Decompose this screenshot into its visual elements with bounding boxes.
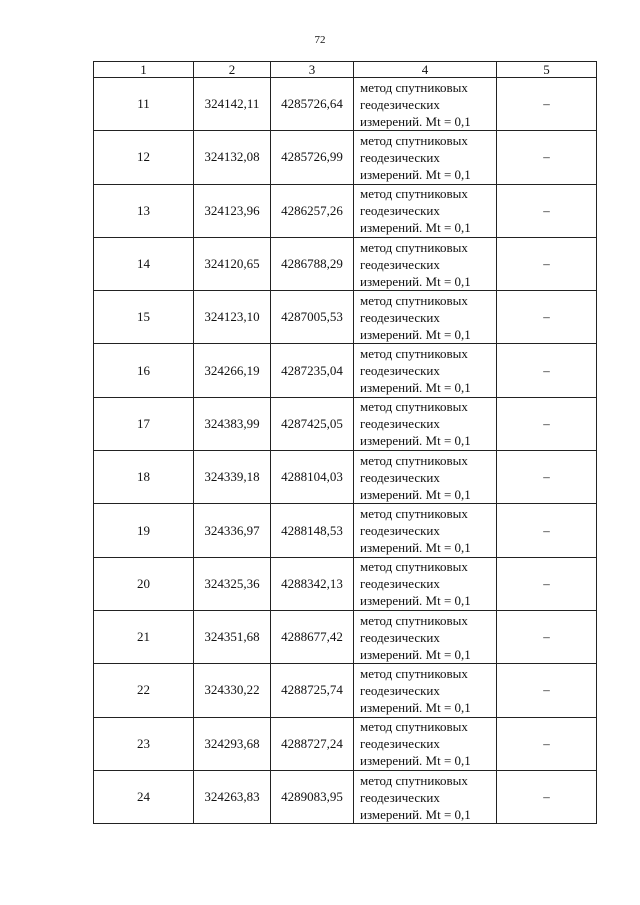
y-coordinate-cell: 4288725,74 (271, 664, 354, 717)
x-coordinate-cell: 324325,36 (194, 557, 271, 610)
y-coordinate-cell: 4285726,99 (271, 131, 354, 184)
method-text-line: измерений. Mt = 0,1 (360, 273, 471, 289)
method-text-line: измерений. Mt = 0,1 (360, 433, 471, 449)
method-cell (354, 557, 497, 610)
method-cell (354, 344, 497, 397)
method-text-line: метод спутниковых (360, 239, 468, 255)
point-number-cell: 19 (94, 504, 194, 557)
table-row (94, 78, 597, 131)
x-coordinate-cell: 324142,11 (194, 78, 271, 131)
x-coordinate-cell: 324123,96 (194, 184, 271, 237)
y-coordinate-cell: 4288148,53 (271, 504, 354, 557)
method-cell (354, 664, 497, 717)
method-text-line: измерений. Mt = 0,1 (360, 486, 471, 502)
table-row (94, 557, 597, 610)
method-text-line: метод спутниковых (360, 719, 468, 735)
page-number: 72 (314, 34, 326, 46)
method-text-line: измерений. Mt = 0,1 (360, 806, 471, 822)
header-col-2: 2 (194, 62, 271, 78)
method-text-line: измерений. Mt = 0,1 (360, 540, 471, 556)
header-col-4: 4 (354, 62, 497, 78)
column-5-cell: – (497, 770, 597, 823)
point-number-cell: 15 (94, 291, 194, 344)
table-row (94, 770, 597, 823)
method-text-line: геодезических (360, 256, 440, 272)
y-coordinate-cell: 4288677,42 (271, 610, 354, 663)
point-number-cell: 11 (94, 78, 194, 131)
column-5-cell: – (497, 131, 597, 184)
table-row (94, 237, 597, 290)
column-5-cell: – (497, 397, 597, 450)
method-text-line: метод спутниковых (360, 559, 468, 575)
table-row (94, 344, 597, 397)
method-text-line: метод спутниковых (360, 612, 468, 628)
table-row (94, 291, 597, 344)
table-row (94, 610, 597, 663)
y-coordinate-cell: 4288104,03 (271, 451, 354, 504)
method-text-line: геодезических (360, 789, 440, 805)
method-cell (354, 451, 497, 504)
method-text-line: измерений. Mt = 0,1 (360, 699, 471, 715)
method-cell (354, 397, 497, 450)
column-5-cell: – (497, 717, 597, 770)
method-text-line: измерений. Mt = 0,1 (360, 380, 471, 396)
x-coordinate-cell: 324339,18 (194, 451, 271, 504)
method-cell (354, 184, 497, 237)
point-number-cell: 14 (94, 237, 194, 290)
y-coordinate-cell: 4289083,95 (271, 770, 354, 823)
column-5-cell: – (497, 291, 597, 344)
y-coordinate-cell: 4285726,64 (271, 78, 354, 131)
x-coordinate-cell: 324293,68 (194, 717, 271, 770)
method-cell (354, 770, 497, 823)
method-text-line: измерений. Mt = 0,1 (360, 220, 471, 236)
column-5-cell: – (497, 451, 597, 504)
table-row (94, 664, 597, 717)
table-header (94, 62, 597, 78)
method-cell (354, 717, 497, 770)
method-text-line: геодезических (360, 629, 440, 645)
y-coordinate-cell: 4287235,04 (271, 344, 354, 397)
header-row (94, 62, 597, 78)
method-text-line: измерений. Mt = 0,1 (360, 166, 471, 182)
column-5-cell: – (497, 184, 597, 237)
point-number-cell: 22 (94, 664, 194, 717)
x-coordinate-cell: 324266,19 (194, 344, 271, 397)
point-number-cell: 20 (94, 557, 194, 610)
method-text-line: метод спутниковых (360, 506, 468, 522)
method-text-line: метод спутниковых (360, 772, 468, 788)
method-text-line: геодезических (360, 363, 440, 379)
header-col-3: 3 (271, 62, 354, 78)
point-number-cell: 16 (94, 344, 194, 397)
table-row (94, 184, 597, 237)
y-coordinate-cell: 4287425,05 (271, 397, 354, 450)
method-text-line: метод спутниковых (360, 665, 468, 681)
x-coordinate-cell: 324132,08 (194, 131, 271, 184)
column-5-cell: – (497, 78, 597, 131)
method-text-line: геодезических (360, 96, 440, 112)
method-text-line: метод спутниковых (360, 79, 468, 95)
column-5-cell: – (497, 610, 597, 663)
x-coordinate-cell: 324123,10 (194, 291, 271, 344)
method-text-line: геодезических (360, 203, 440, 219)
point-number-cell: 24 (94, 770, 194, 823)
x-coordinate-cell: 324336,97 (194, 504, 271, 557)
column-5-cell: – (497, 557, 597, 610)
method-text-line: геодезических (360, 523, 440, 539)
method-cell (354, 131, 497, 184)
y-coordinate-cell: 4288342,13 (271, 557, 354, 610)
method-text-line: измерений. Mt = 0,1 (360, 753, 471, 769)
point-number-cell: 17 (94, 397, 194, 450)
x-coordinate-cell: 324263,83 (194, 770, 271, 823)
method-text-line: геодезических (360, 416, 440, 432)
table-row (94, 717, 597, 770)
point-number-cell: 18 (94, 451, 194, 504)
x-coordinate-cell: 324330,22 (194, 664, 271, 717)
method-cell (354, 504, 497, 557)
method-text-line: метод спутниковых (360, 452, 468, 468)
y-coordinate-cell: 4286788,29 (271, 237, 354, 290)
method-text-line: метод спутниковых (360, 399, 468, 415)
method-text-line: метод спутниковых (360, 346, 468, 362)
x-coordinate-cell: 324383,99 (194, 397, 271, 450)
method-text-line: геодезических (360, 682, 440, 698)
table-row (94, 131, 597, 184)
point-number-cell: 21 (94, 610, 194, 663)
method-cell (354, 78, 497, 131)
column-5-cell: – (497, 504, 597, 557)
method-text-line: измерений. Mt = 0,1 (360, 646, 471, 662)
point-number-cell: 23 (94, 717, 194, 770)
y-coordinate-cell: 4286257,26 (271, 184, 354, 237)
table-row (94, 397, 597, 450)
table-row (94, 504, 597, 557)
table-body (94, 78, 597, 824)
column-5-cell: – (497, 664, 597, 717)
method-cell (354, 291, 497, 344)
point-number-cell: 12 (94, 131, 194, 184)
method-text-line: геодезических (360, 309, 440, 325)
y-coordinate-cell: 4287005,53 (271, 291, 354, 344)
method-text-line: метод спутниковых (360, 292, 468, 308)
coordinates-table (93, 61, 597, 824)
x-coordinate-cell: 324120,65 (194, 237, 271, 290)
x-coordinate-cell: 324351,68 (194, 610, 271, 663)
method-text-line: геодезических (360, 469, 440, 485)
method-text-line: метод спутниковых (360, 132, 468, 148)
method-text-line: измерений. Mt = 0,1 (360, 326, 471, 342)
method-text-line: геодезических (360, 149, 440, 165)
column-5-cell: – (497, 237, 597, 290)
table-row (94, 451, 597, 504)
method-text-line: измерений. Mt = 0,1 (360, 113, 471, 129)
method-cell (354, 610, 497, 663)
method-cell (354, 237, 497, 290)
point-number-cell: 13 (94, 184, 194, 237)
method-text-line: геодезических (360, 576, 440, 592)
header-col-5: 5 (497, 62, 597, 78)
header-col-1: 1 (94, 62, 194, 78)
method-text-line: геодезических (360, 736, 440, 752)
method-text-line: метод спутниковых (360, 186, 468, 202)
column-5-cell: – (497, 344, 597, 397)
y-coordinate-cell: 4288727,24 (271, 717, 354, 770)
method-text-line: измерений. Mt = 0,1 (360, 593, 471, 609)
